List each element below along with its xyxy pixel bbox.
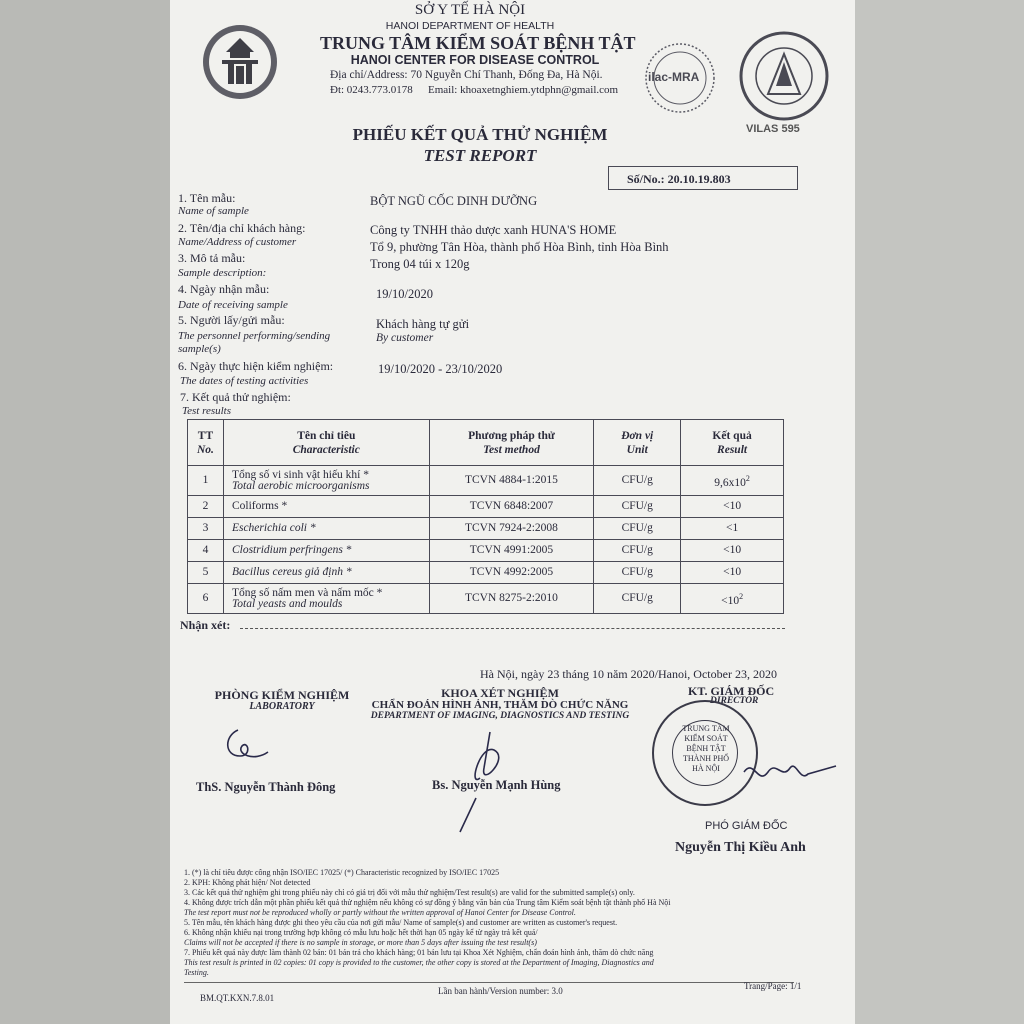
row-no: 4	[188, 540, 224, 562]
col-header-no: TT No.	[188, 420, 224, 466]
center-name: TRUNG TÂM KIỂM SOÁT BỆNH TẬT	[320, 33, 636, 53]
sender: Khách hàng tự gửi	[376, 317, 470, 331]
field-7-label-en: Test results	[182, 405, 232, 417]
customer-address: Tổ 9, phường Tân Hòa, thành phố Hòa Bình, tỉnh Hòa Bình	[370, 240, 669, 254]
background-left	[0, 0, 170, 1024]
note-line: This test result is printed in 02 copies: 01 copy is provided to the customer, the other copy is stored at the Department of Imaging, Diagnostics and	[184, 958, 654, 967]
cdc-logo	[200, 22, 280, 102]
ilac-mra-label: ilac-MRA	[648, 70, 700, 84]
row-characteristic: Escherichia coli *	[223, 518, 429, 540]
table-row	[188, 466, 784, 496]
row-unit: CFU/g	[594, 540, 681, 562]
table-row	[188, 496, 784, 518]
report-number: Số/No.: 20.10.19.803	[608, 166, 798, 190]
dept-title: KHOA XÉT NGHIỆM	[441, 686, 559, 700]
table-header-row	[188, 420, 784, 466]
note-line: 1. (*) là chỉ tiêu được công nhận ISO/IEC 17025/ (*) Characteristic recognized by ISO/IEC 17025	[184, 868, 500, 877]
results-table	[187, 419, 784, 614]
deputy-title: PHÓ GIÁM ĐỐC	[705, 820, 788, 832]
email: Email: khoaxetnghiem.ytdphn@gmail.com	[428, 84, 619, 96]
row-unit: CFU/g	[594, 496, 681, 518]
note-line: 6. Không nhận khiếu nại trong trường hợp không có mẫu lưu hoặc hết thời hạn 05 ngày kể từ ngày trả kết quả/	[184, 928, 538, 937]
note-line: 3. Các kết quả thử nghiệm ghi trong phiếu này chỉ có giá trị đối với mẫu thử nghiệm/Test result(s) are valid for the submitted sample(s) only.	[184, 888, 635, 897]
col-header-characteristic: Tên chỉ tiêu Characteristic	[223, 420, 429, 466]
lab-title: PHÒNG KIỂM NGHIỆM	[214, 688, 350, 702]
dept-title-2: CHẨN ĐOÁN HÌNH ẢNH, THĂM DÒ CHỨC NĂNG	[371, 699, 629, 711]
vilas-code: VILAS 595	[746, 123, 800, 135]
field-4-label-en: Date of receiving sample	[178, 299, 288, 311]
note-line: Testing.	[184, 968, 209, 977]
testing-dates: 19/10/2020 - 23/10/2020	[378, 362, 503, 376]
stamp-text: TRUNG TÂM KIỂM SOÁT BỆNH TẬT THÀNH PHỐ HÀ NỘI	[682, 724, 730, 773]
field-6-label: 6. Ngày thực hiện kiểm nghiệm:	[178, 359, 334, 373]
field-7-label: 7. Kết quả thử nghiệm:	[180, 390, 291, 404]
ministry-name: SỞ Y TẾ HÀ NỘI	[414, 2, 526, 18]
table-row	[188, 518, 784, 540]
row-no: 2	[188, 496, 224, 518]
row-result: <10	[681, 562, 784, 584]
field-1-label-en: Name of sample	[178, 205, 249, 217]
row-no: 5	[188, 562, 224, 584]
row-no: 3	[188, 518, 224, 540]
row-characteristic: Tổng số vi sinh vật hiếu khí * Total aerobic microorganisms	[223, 466, 429, 496]
version-number: Lần ban hành/Version number: 3.0	[438, 986, 563, 996]
note-line: 5. Tên mẫu, tên khách hàng được ghi theo yêu cầu của nơi gửi mẫu/ Name of sample(s) and customer are written as customer's request.	[184, 918, 618, 927]
row-method: TCVN 7924-2:2008	[429, 518, 594, 540]
row-unit: CFU/g	[594, 584, 681, 614]
test-report-document	[170, 0, 855, 1024]
row-method: TCVN 6848:2007	[429, 496, 594, 518]
form-code: BM.QT.KXN.7.8.01	[200, 993, 275, 1003]
row-result: <10	[681, 540, 784, 562]
field-6-label-en: The dates of testing activities	[180, 375, 309, 387]
field-1-label: 1. Tên mẫu:	[178, 191, 236, 205]
customer-name: Công ty TNHH thảo dược xanh HUNA'S HOME	[370, 223, 617, 237]
director-title-en: DIRECTOR	[710, 696, 759, 706]
row-no: 6	[188, 584, 224, 614]
note-line: 2. KPH: Không phát hiện/ Not detected	[184, 878, 311, 887]
background-right	[855, 0, 1024, 1024]
note-line: 4. Không được trích dẫn một phần phiếu kết quả thử nghiệm nếu không có sự đồng ý bằng văn bản của Trung tâm Kiểm soát bệnh tật thành phố Hà Nội	[184, 898, 671, 907]
lab-title-en: LABORATORY	[249, 701, 315, 712]
sender-en: By customer	[376, 332, 434, 344]
sample-name: BỘT NGŨ CỐC DINH DƯỠNG	[370, 194, 538, 208]
row-result: $9,6x10^2$	[681, 466, 784, 496]
notes-block	[184, 868, 671, 978]
phone: Đt: 0243.773.0178	[330, 84, 413, 96]
field-2-label: 2. Tên/địa chỉ khách hàng:	[178, 221, 306, 235]
table-row	[188, 562, 784, 584]
remarks-label: Nhận xét:	[180, 618, 231, 632]
row-method: TCVN 4992:2005	[429, 562, 594, 584]
field-2-label-en: Name/Address of customer	[178, 236, 297, 248]
ilac-mra-logo	[640, 38, 720, 118]
director-title: KT. GIÁM ĐỐC	[688, 684, 775, 698]
row-result: <1	[681, 518, 784, 540]
sample-description: Trong 04 túi x 120g	[370, 257, 470, 271]
row-result: <10	[681, 496, 784, 518]
row-unit: CFU/g	[594, 466, 681, 496]
row-unit: CFU/g	[594, 562, 681, 584]
report-title: PHIẾU KẾT QUẢ THỬ NGHIỆM	[352, 125, 608, 144]
field-3-label: 3. Mô tả mẫu:	[178, 251, 246, 265]
table-row	[188, 584, 784, 614]
deputy-signer: Nguyễn Thị Kiều Anh	[675, 840, 806, 855]
ministry-name-en: HANOI DEPARTMENT OF HEALTH	[385, 20, 555, 32]
row-method: TCVN 4884-1:2015	[429, 466, 594, 496]
row-result: $<10^2$	[681, 584, 784, 614]
footer-rule	[184, 982, 794, 983]
col-header-result: Kết quả Result	[681, 420, 784, 466]
row-characteristic: Clostridium perfringens *	[223, 540, 429, 562]
row-method: TCVN 8275-2:2010	[429, 584, 594, 614]
field-5-label-en2: sample(s)	[178, 343, 221, 355]
report-title-en: TEST REPORT	[423, 146, 537, 165]
issue-date: Hà Nội, ngày 23 tháng 10 năm 2020/Hanoi, October 23, 2020	[480, 667, 777, 681]
row-characteristic: Tổng số nấm men và nấm mốc * Total yeasts and moulds	[223, 584, 429, 614]
note-line: The test report must not be reproduced wholly or partly without the written approval of Hanoi Center for Disease Control.	[184, 908, 576, 917]
director-signature	[740, 752, 840, 792]
center-name-en: HANOI CENTER FOR DISEASE CONTROL	[350, 53, 600, 67]
table-row	[188, 540, 784, 562]
accreditation-logo	[738, 30, 830, 122]
receiving-date: 19/10/2020	[376, 287, 433, 301]
dept-title-en: DEPARTMENT OF IMAGING, DIAGNOSTICS AND TESTING	[370, 711, 630, 721]
dept-signer: Bs. Nguyễn Mạnh Hùng	[432, 778, 561, 792]
col-header-unit: Đơn vị Unit	[594, 420, 681, 466]
note-line: Claims will not be accepted if there is no sample in storage, or more than 5 days after issuing the test result(s)	[184, 938, 537, 947]
col-header-method: Phương pháp thử Test method	[429, 420, 594, 466]
field-5-label: 5. Người lấy/gửi mẫu:	[178, 313, 285, 327]
lab-signature	[218, 722, 278, 767]
field-3-label-en: Sample description:	[178, 267, 267, 279]
lab-signer: ThS. Nguyễn Thành Đông	[196, 780, 336, 794]
row-unit: CFU/g	[594, 518, 681, 540]
note-line: 7. Phiếu kết quả này được làm thành 02 bản: 01 bản trả cho khách hàng; 01 bản lưu tại Khoa Xét Nghiệm, chẩn đoán hình ảnh, thăm dò chức năng	[184, 948, 654, 957]
page-number: Trang/Page: 1/1	[744, 981, 802, 991]
field-4-label: 4. Ngày nhận mẫu:	[178, 282, 270, 296]
address: Địa chỉ/Address: 70 Nguyễn Chí Thanh, Đống Đa, Hà Nội.	[330, 69, 603, 81]
row-characteristic: Coliforms *	[223, 496, 429, 518]
field-5-label-en: The personnel performing/sending	[178, 330, 331, 342]
row-method: TCVN 4991:2005	[429, 540, 594, 562]
remarks-line	[240, 628, 785, 629]
row-no: 1	[188, 466, 224, 496]
row-characteristic: Bacillus cereus giả định *	[223, 562, 429, 584]
